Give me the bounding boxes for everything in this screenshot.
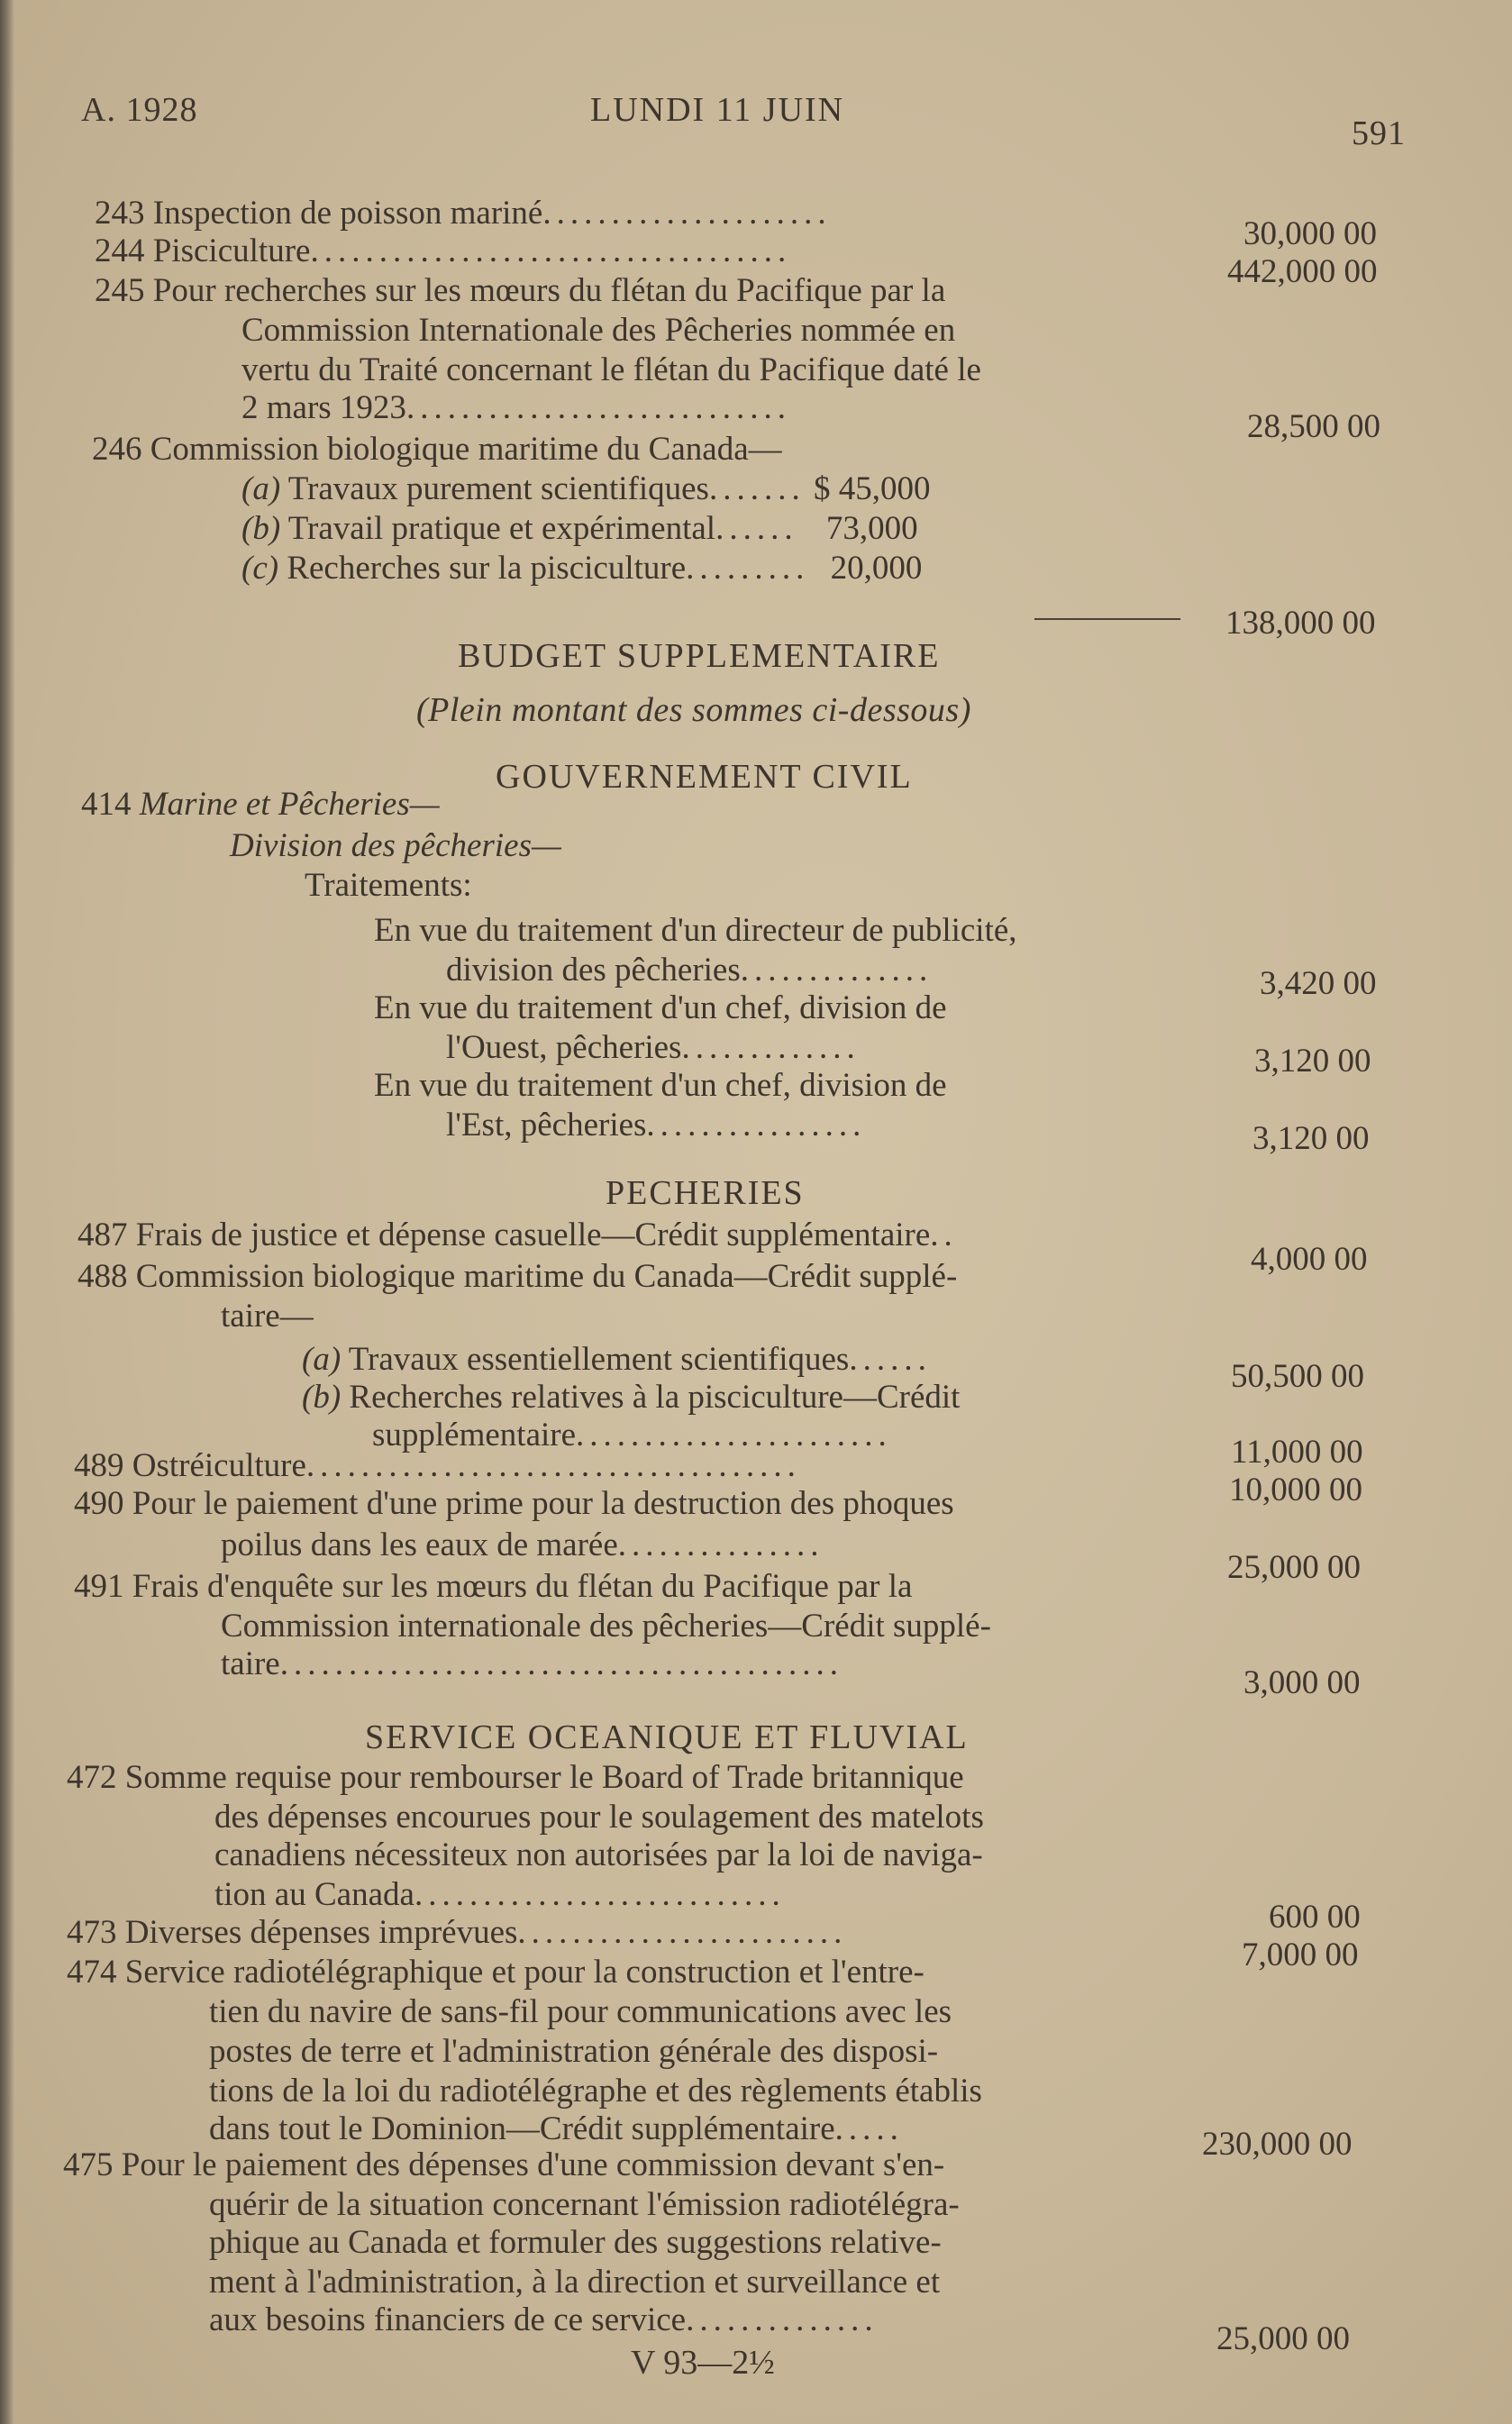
gouv-entry-2-cont: l'Ouest, pêcheries.............	[446, 1029, 861, 1066]
item-490-cont: poilus dans les eaux de marée...............	[221, 1526, 824, 1563]
item-474-cont: tien du navire de sans-fil pour communications avec les	[209, 1993, 952, 2030]
item-244: 244 Pisciculture...................................	[95, 232, 792, 269]
section-title-budget: BUDGET SUPPLEMENTAIRE	[458, 637, 941, 675]
item-text: Pour recherches sur les mœurs du flétan du Pacifique par la	[152, 272, 946, 309]
section-title-pecheries: PECHERIES	[606, 1174, 805, 1212]
item-number: 244	[95, 232, 145, 269]
item-472-cont: canadiens nécessiteux non autorisées par la loi de naviga-	[214, 1836, 983, 1873]
item-491-cont: Commission internationale des pêcheries—Crédit supplé-	[221, 1608, 991, 1645]
sub-488-b-cont: supplémentaire.......................	[372, 1417, 892, 1453]
item-text: Commission biologique maritime du Canada—	[150, 431, 782, 468]
gouv-entry-3: En vue du traitement d'un chef, division de	[374, 1067, 947, 1104]
sum-rule	[1034, 618, 1180, 620]
book-spine-shadow	[0, 0, 14, 2424]
sub-488-a: (a) Travaux essentiellement scientifiques......	[302, 1341, 932, 1378]
sub-246-c: (c) Recherches sur la pisciculture......... 20,000	[241, 550, 923, 587]
header-page-number: 591	[1352, 114, 1406, 152]
item-text: Inspection de poisson mariné	[152, 195, 543, 232]
item-414-traitements: Traitements:	[305, 867, 472, 904]
item-475-cont: phique au Canada et formuler des suggestions relative-	[209, 2224, 942, 2261]
item-243: 243 Inspection de poisson mariné.....................	[95, 195, 832, 232]
footer-signature: V 93—2½	[631, 2344, 775, 2382]
item-487: 487 Frais de justice et dépense casuelle—Crédit supplémentaire..	[77, 1217, 958, 1253]
item-245	[95, 272, 945, 310]
section-title-gouvernement: GOUVERNEMENT CIVIL	[496, 758, 913, 796]
item-474: 474 Service radiotélégraphique et pour la construction et l'entre-	[67, 1954, 925, 1991]
item-491: 491 Frais d'enquête sur les mœurs du flétan du Pacifique par la	[74, 1568, 913, 1605]
gouv-entry-2: En vue du traitement d'un chef, division de	[374, 989, 947, 1026]
section-subtitle-budget: (Plein montant des sommes ci-dessous)	[416, 691, 971, 729]
amount-488-a: 50,500 00	[1231, 1358, 1364, 1395]
amount-245: 28,500 00	[1247, 408, 1380, 445]
gouv-entry-1-cont: division des pêcheries..............	[446, 952, 934, 989]
amount-474: 230,000 00	[1202, 2126, 1353, 2163]
item-245-cont: vertu du Traité concernant le flétan du Pacifique daté le	[241, 351, 981, 388]
amount-473: 7,000 00	[1242, 1936, 1359, 1973]
item-472: 472 Somme requise pour rembourser le Board of Trade britannique	[67, 1759, 964, 1796]
amount-243: 30,000 00	[1243, 215, 1377, 252]
item-488: 488 Commission biologique maritime du Canada—Crédit supplé-	[77, 1258, 958, 1295]
item-number: 245	[95, 272, 145, 309]
amount-491: 3,000 00	[1243, 1664, 1361, 1701]
item-text: Pisciculture	[152, 232, 311, 269]
amount-gouv-3: 3,120 00	[1252, 1120, 1370, 1157]
sub-488-b: (b) Recherches relatives à la pisciculture—Crédit	[302, 1379, 961, 1416]
amount-gouv-2: 3,120 00	[1254, 1043, 1371, 1080]
amount-488-b: 11,000 00	[1231, 1434, 1363, 1471]
item-245-cont: 2 mars 1923............................	[241, 389, 791, 426]
item-475-cont: quérir de la situation concernant l'émission radiotélégra-	[209, 2186, 960, 2223]
sub-246-a: (a) Travaux purement scientifiques....... $ 45,000	[241, 470, 931, 507]
item-475: 475 Pour le paiement des dépenses d'une commission devant s'en-	[63, 2146, 945, 2183]
item-472-cont: tion au Canada...........................	[214, 1876, 786, 1913]
amount-487: 4,000 00	[1251, 1241, 1368, 1278]
amount-gouv-1: 3,420 00	[1260, 965, 1377, 1002]
amount-489: 10,000 00	[1229, 1472, 1362, 1508]
header-year: A. 1928	[81, 91, 198, 129]
amount-490: 25,000 00	[1227, 1549, 1361, 1586]
item-488-cont: taire—	[221, 1298, 314, 1335]
header-date: LUNDI 11 JUIN	[590, 91, 845, 129]
gouv-entry-3-cont: l'Est, pêcheries................	[446, 1107, 867, 1144]
item-number: 243	[95, 195, 145, 232]
gouv-entry-1: En vue du traitement d'un directeur de publicité,	[374, 912, 1017, 949]
item-414: 414 Marine et Pêcheries—	[81, 786, 440, 823]
item-489: 489 Ostréiculture....................................	[74, 1447, 801, 1484]
item-474-cont: dans tout le Dominion—Crédit supplémentaire.....	[209, 2110, 904, 2147]
item-475-cont: ment à l'administration, à la direction et surveillance et	[209, 2264, 941, 2301]
item-475-cont: aux besoins financiers de ce service..............	[209, 2301, 879, 2338]
item-473: 473 Diverses dépenses imprévues........................	[67, 1914, 848, 1951]
item-number: 246	[92, 431, 142, 468]
amount-475: 25,000 00	[1216, 2320, 1350, 2357]
item-474-cont: postes de terre et l'administration générale des disposi-	[209, 2033, 939, 2070]
item-474-cont: tions de la loi du radiotélégraphe et des règlements établis	[209, 2073, 982, 2110]
item-491-cont: taire.........................................	[221, 1645, 843, 1682]
sub-246-b: (b) Travail pratique et expérimental...... 73,000	[241, 510, 918, 547]
amount-244: 442,000 00	[1227, 253, 1378, 290]
item-472-cont: des dépenses encourues pour le soulagement des matelots	[214, 1799, 984, 1836]
item-490: 490 Pour le paiement d'une prime pour la destruction des phoques	[74, 1485, 954, 1522]
amount-472: 600 00	[1269, 1899, 1361, 1936]
amount-246: 138,000 00	[1225, 605, 1376, 642]
item-246	[92, 431, 782, 469]
item-414-division: Division des pêcheries—	[230, 827, 561, 864]
section-title-service: SERVICE OCEANIQUE ET FLUVIAL	[365, 1718, 969, 1756]
item-245-cont: Commission Internationale des Pêcheries nommée en	[241, 312, 956, 349]
